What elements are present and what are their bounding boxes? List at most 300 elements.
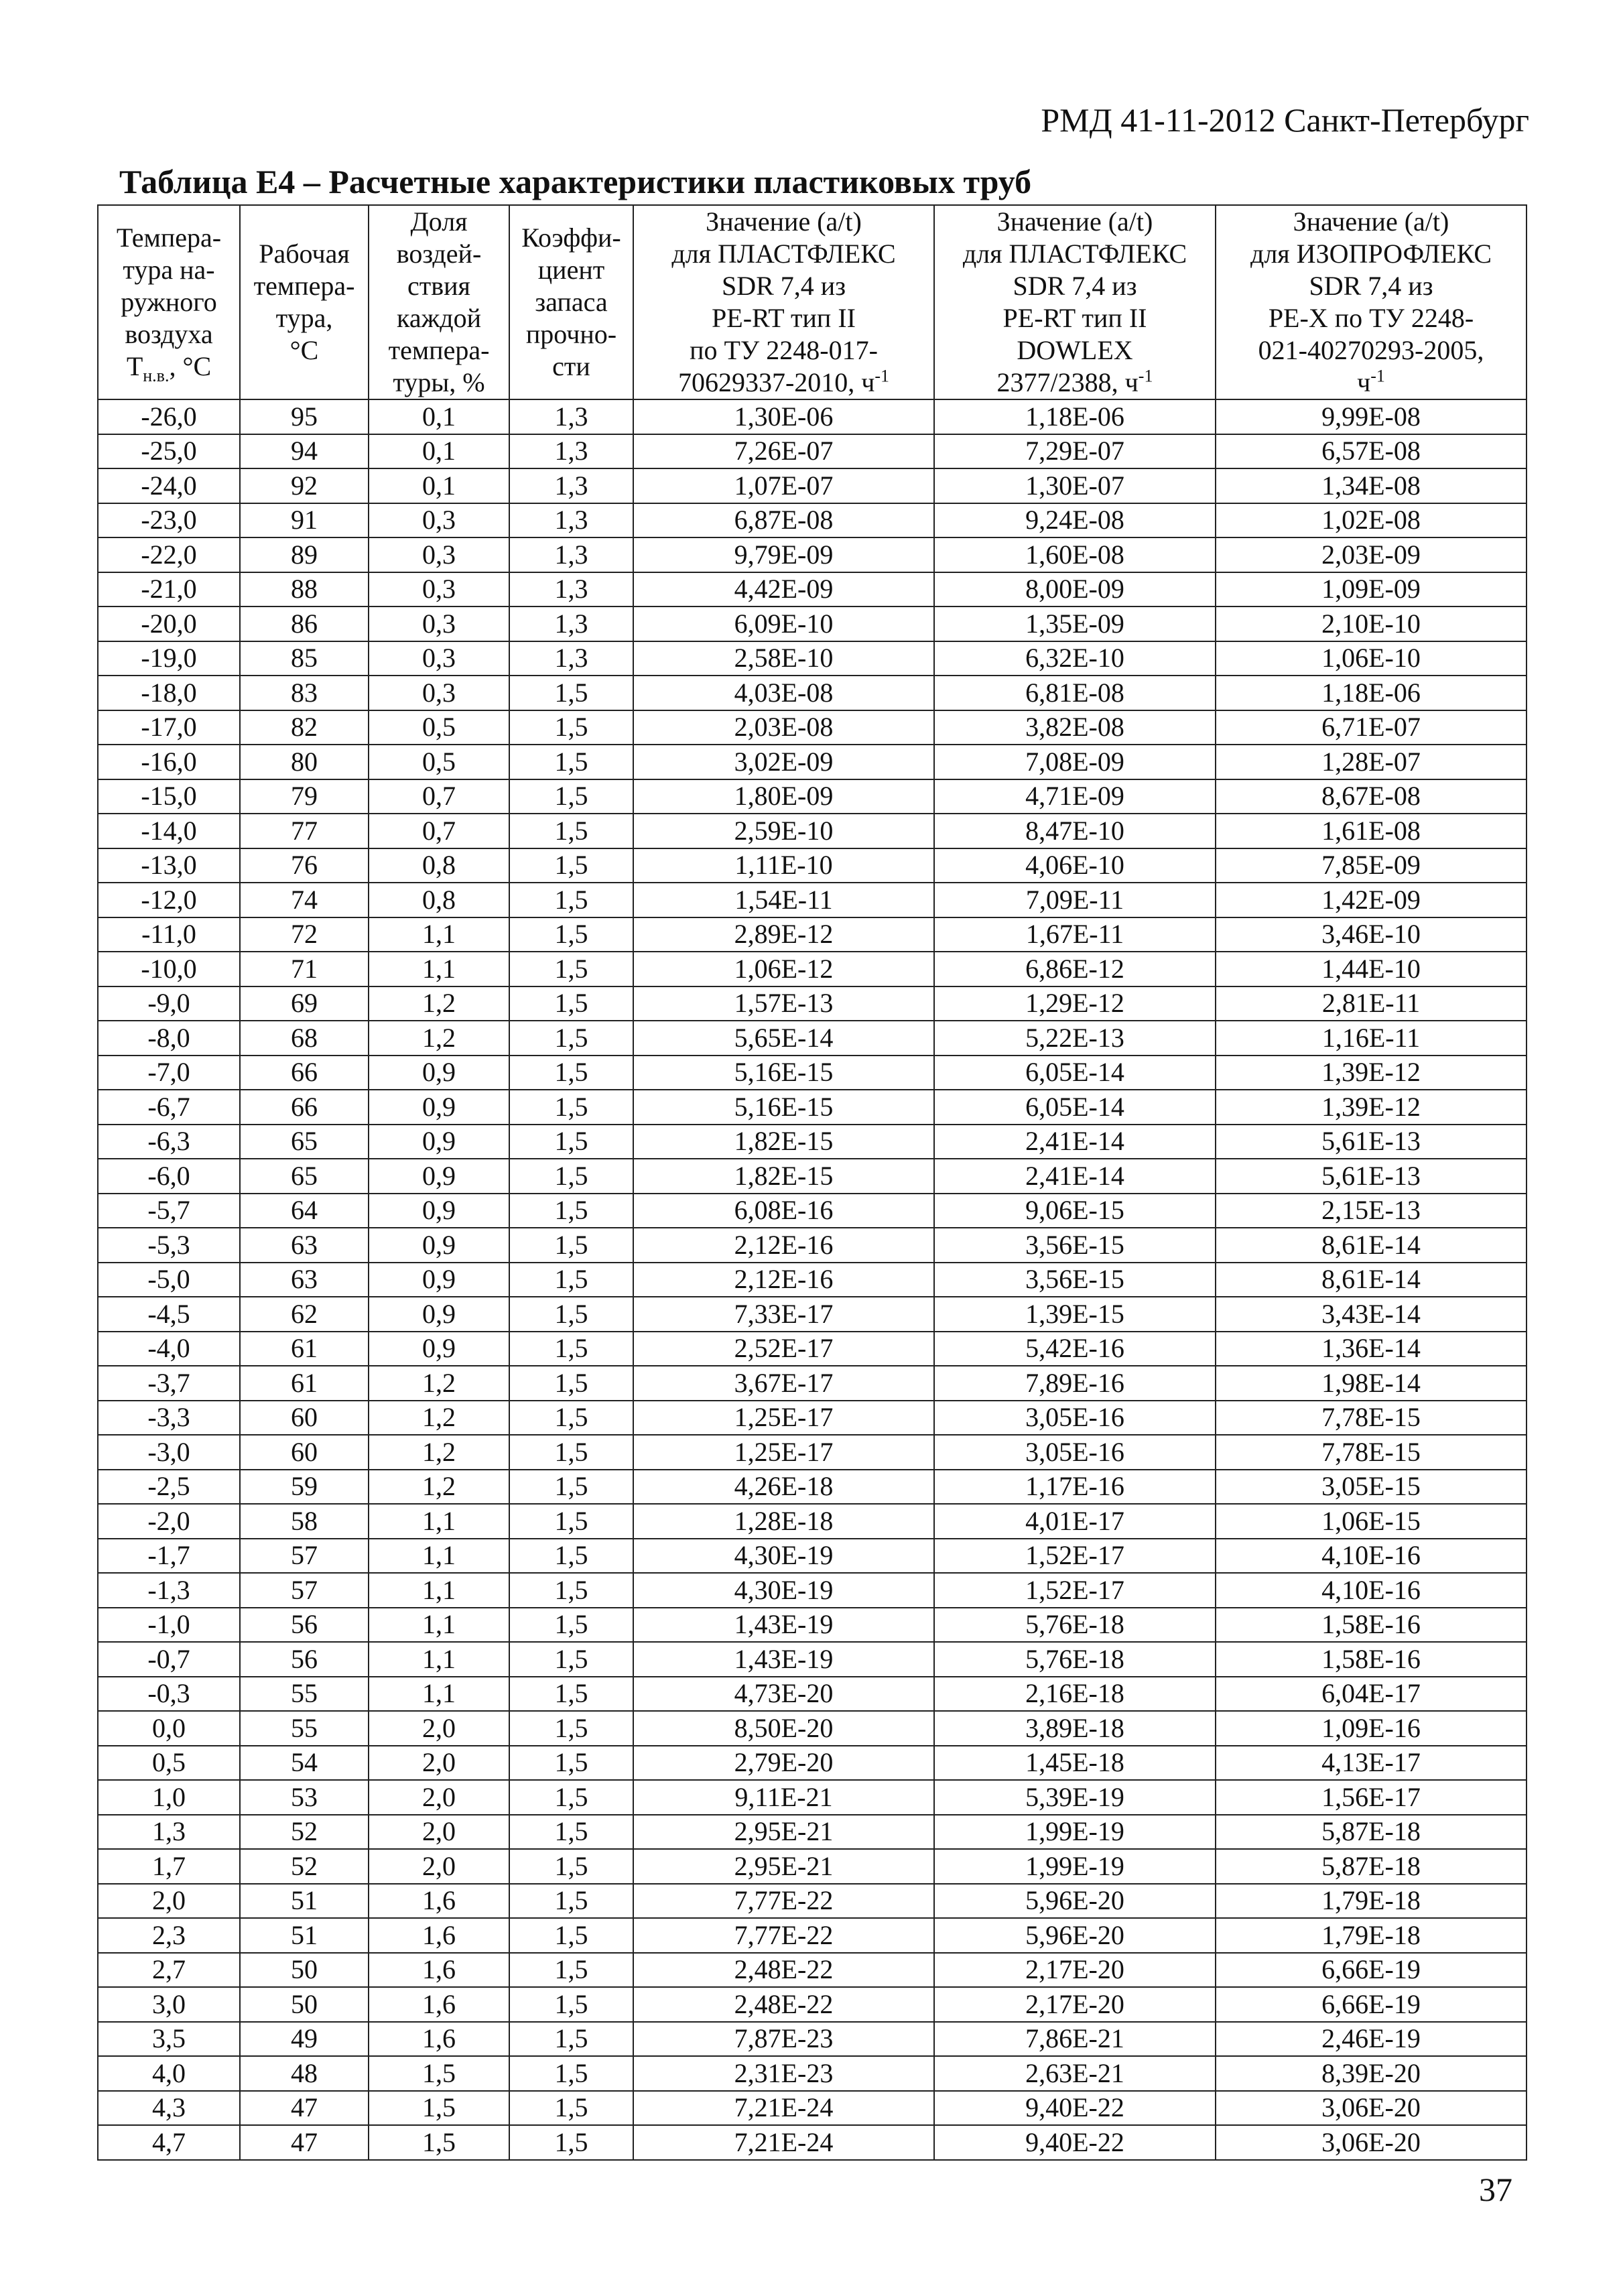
cell-work-temp: 65	[240, 1159, 369, 1194]
header-superscript: -1	[1138, 366, 1153, 386]
cell-plastflex-pert-tu: 1,57Е-13	[633, 986, 934, 1021]
cell-outdoor-temp: -24,0	[98, 468, 240, 503]
cell-outdoor-temp: -26,0	[98, 399, 240, 434]
header-line: Значение (a/t)	[996, 206, 1153, 237]
cell-plastflex-pert-tu: 2,12Е-16	[633, 1263, 934, 1297]
cell-work-temp: 55	[240, 1677, 369, 1712]
cell-izoproflex-pex: 1,39Е-12	[1216, 1090, 1527, 1125]
cell-safety-factor: 1,5	[509, 917, 633, 952]
cell-safety-factor: 1,5	[509, 745, 633, 779]
cell-izoproflex-pex: 7,78Е-15	[1216, 1401, 1527, 1436]
table-row	[98, 745, 1527, 779]
cell-outdoor-temp: 1,3	[98, 1815, 240, 1850]
table-row	[98, 1642, 1527, 1677]
cell-plastflex-dowlex: 1,67Е-11	[934, 917, 1216, 952]
table-row	[98, 503, 1527, 538]
cell-plastflex-pert-tu: 9,79Е-09	[633, 537, 934, 572]
header-line: PE-RT тип II	[712, 303, 856, 333]
column-header-plastflex-dowlex	[934, 205, 1216, 399]
table-row	[98, 1263, 1527, 1297]
cell-izoproflex-pex: 8,61Е-14	[1216, 1263, 1527, 1297]
running-header: РМД 41-11-2012 Санкт-Петербург	[1041, 101, 1529, 139]
cell-safety-factor: 1,5	[509, 1849, 633, 1884]
cell-share: 1,2	[369, 1435, 509, 1470]
cell-work-temp: 50	[240, 1987, 369, 2022]
cell-izoproflex-pex: 1,79Е-18	[1216, 1884, 1527, 1919]
header-line: каждой	[397, 303, 481, 333]
cell-share: 0,8	[369, 883, 509, 917]
header-line: °С	[289, 335, 319, 365]
cell-outdoor-temp: -7,0	[98, 1056, 240, 1090]
cell-share: 1,2	[369, 1470, 509, 1505]
cell-plastflex-pert-tu: 2,95Е-21	[633, 1849, 934, 1884]
cell-work-temp: 51	[240, 1918, 369, 1953]
cell-outdoor-temp: -17,0	[98, 710, 240, 745]
cell-work-temp: 47	[240, 2125, 369, 2160]
cell-work-temp: 86	[240, 607, 369, 641]
cell-izoproflex-pex: 1,44Е-10	[1216, 952, 1527, 986]
cell-outdoor-temp: -23,0	[98, 503, 240, 538]
cell-plastflex-pert-tu: 2,52Е-17	[633, 1332, 934, 1366]
cell-izoproflex-pex: 1,36Е-14	[1216, 1332, 1527, 1366]
cell-plastflex-pert-tu: 4,73Е-20	[633, 1677, 934, 1712]
cell-outdoor-temp: 1,0	[98, 1780, 240, 1815]
table-row	[98, 1987, 1527, 2022]
header-row	[98, 205, 1527, 399]
cell-share: 0,9	[369, 1228, 509, 1263]
cell-izoproflex-pex: 4,10Е-16	[1216, 1573, 1527, 1608]
cell-safety-factor: 1,5	[509, 1677, 633, 1712]
cell-plastflex-pert-tu: 1,54Е-11	[633, 883, 934, 917]
cell-work-temp: 72	[240, 917, 369, 952]
header-line: воздуха	[125, 319, 213, 349]
cell-share: 0,3	[369, 676, 509, 710]
cell-plastflex-dowlex: 6,05Е-14	[934, 1056, 1216, 1090]
cell-outdoor-temp: -25,0	[98, 434, 240, 469]
table-row	[98, 814, 1527, 848]
table-row	[98, 1780, 1527, 1815]
cell-izoproflex-pex: 1,98Е-14	[1216, 1366, 1527, 1401]
table-row	[98, 1228, 1527, 1263]
column-header-plastflex-pert-tu	[633, 205, 934, 399]
cell-plastflex-dowlex: 1,39Е-15	[934, 1297, 1216, 1332]
cell-plastflex-dowlex: 5,76Е-18	[934, 1642, 1216, 1677]
cell-izoproflex-pex: 2,81Е-11	[1216, 986, 1527, 1021]
cell-plastflex-dowlex: 2,17Е-20	[934, 1953, 1216, 1988]
cell-outdoor-temp: 1,7	[98, 1849, 240, 1884]
table-row	[98, 1435, 1527, 1470]
cell-safety-factor: 1,5	[509, 2125, 633, 2160]
cell-plastflex-dowlex: 4,01Е-17	[934, 1504, 1216, 1539]
header-text: 70629337-2010, ч	[677, 367, 875, 397]
cell-plastflex-pert-tu: 6,08Е-16	[633, 1194, 934, 1228]
cell-safety-factor: 1,5	[509, 1884, 633, 1919]
cell-share: 0,9	[369, 1090, 509, 1125]
cell-izoproflex-pex: 3,05Е-15	[1216, 1470, 1527, 1505]
table-row	[98, 399, 1527, 434]
cell-share: 1,1	[369, 1504, 509, 1539]
cell-outdoor-temp: -16,0	[98, 745, 240, 779]
data-table	[97, 204, 1527, 2161]
cell-safety-factor: 1,5	[509, 1125, 633, 1159]
cell-plastflex-dowlex: 7,09Е-11	[934, 883, 1216, 917]
cell-outdoor-temp: -8,0	[98, 1021, 240, 1056]
cell-plastflex-dowlex: 7,08Е-09	[934, 745, 1216, 779]
cell-outdoor-temp: 3,5	[98, 2022, 240, 2057]
cell-plastflex-pert-tu: 7,26Е-07	[633, 434, 934, 469]
cell-plastflex-pert-tu: 2,31Е-23	[633, 2056, 934, 2091]
cell-outdoor-temp: -4,5	[98, 1297, 240, 1332]
cell-safety-factor: 1,5	[509, 676, 633, 710]
cell-plastflex-dowlex: 9,40Е-22	[934, 2091, 1216, 2126]
cell-safety-factor: 1,5	[509, 1366, 633, 1401]
column-header-work-temp	[240, 205, 369, 399]
header-line	[935, 367, 1215, 399]
cell-safety-factor: 1,5	[509, 2056, 633, 2091]
cell-work-temp: 50	[240, 1953, 369, 1988]
cell-plastflex-pert-tu: 1,82Е-15	[633, 1125, 934, 1159]
cell-plastflex-dowlex: 6,81Е-08	[934, 676, 1216, 710]
cell-plastflex-pert-tu: 2,59Е-10	[633, 814, 934, 848]
cell-outdoor-temp: -21,0	[98, 572, 240, 607]
header-line: ствия	[407, 271, 470, 301]
cell-safety-factor: 1,5	[509, 2022, 633, 2057]
page-number: 37	[1479, 2171, 1512, 2208]
cell-work-temp: 91	[240, 503, 369, 538]
cell-plastflex-pert-tu: 5,16Е-15	[633, 1056, 934, 1090]
cell-safety-factor: 1,3	[509, 607, 633, 641]
cell-plastflex-pert-tu: 3,67Е-17	[633, 1366, 934, 1401]
cell-work-temp: 59	[240, 1470, 369, 1505]
table-row	[98, 1918, 1527, 1953]
header-line	[99, 350, 239, 383]
cell-work-temp: 61	[240, 1332, 369, 1366]
cell-share: 0,3	[369, 503, 509, 538]
cell-plastflex-pert-tu: 1,28Е-18	[633, 1504, 934, 1539]
cell-safety-factor: 1,5	[509, 1056, 633, 1090]
cell-outdoor-temp: -12,0	[98, 883, 240, 917]
table-row	[98, 883, 1527, 917]
cell-safety-factor: 1,5	[509, 1573, 633, 1608]
header-text: ч	[1357, 367, 1371, 397]
cell-plastflex-pert-tu: 2,03Е-08	[633, 710, 934, 745]
cell-plastflex-pert-tu: 9,11Е-21	[633, 1780, 934, 1815]
cell-plastflex-pert-tu: 1,07Е-07	[633, 468, 934, 503]
cell-izoproflex-pex: 2,15Е-13	[1216, 1194, 1527, 1228]
cell-izoproflex-pex: 7,85Е-09	[1216, 848, 1527, 883]
cell-plastflex-dowlex: 2,41Е-14	[934, 1159, 1216, 1194]
cell-izoproflex-pex: 1,02Е-08	[1216, 503, 1527, 538]
cell-outdoor-temp: -9,0	[98, 986, 240, 1021]
cell-work-temp: 79	[240, 779, 369, 814]
cell-outdoor-temp: -0,7	[98, 1642, 240, 1677]
cell-izoproflex-pex: 5,87Е-18	[1216, 1815, 1527, 1850]
cell-izoproflex-pex: 3,43Е-14	[1216, 1297, 1527, 1332]
cell-outdoor-temp: -5,7	[98, 1194, 240, 1228]
cell-plastflex-dowlex: 1,52Е-17	[934, 1573, 1216, 1608]
cell-outdoor-temp: 3,0	[98, 1987, 240, 2022]
cell-safety-factor: 1,5	[509, 1435, 633, 1470]
cell-izoproflex-pex: 1,56Е-17	[1216, 1780, 1527, 1815]
cell-safety-factor: 1,5	[509, 814, 633, 848]
cell-outdoor-temp: -6,0	[98, 1159, 240, 1194]
cell-plastflex-pert-tu: 7,21Е-24	[633, 2125, 934, 2160]
header-text: , °С	[169, 351, 212, 381]
cell-plastflex-pert-tu: 2,48Е-22	[633, 1953, 934, 1988]
cell-work-temp: 58	[240, 1504, 369, 1539]
cell-izoproflex-pex: 8,61Е-14	[1216, 1228, 1527, 1263]
cell-share: 0,9	[369, 1125, 509, 1159]
cell-work-temp: 89	[240, 537, 369, 572]
cell-plastflex-dowlex: 2,63Е-21	[934, 2056, 1216, 2091]
cell-work-temp: 94	[240, 434, 369, 469]
cell-work-temp: 47	[240, 2091, 369, 2126]
cell-share: 1,1	[369, 917, 509, 952]
header-text: 2377/2388, ч	[996, 367, 1139, 397]
cell-plastflex-pert-tu: 8,50Е-20	[633, 1711, 934, 1746]
header-line: Темпера-	[116, 222, 222, 253]
cell-outdoor-temp: 0,0	[98, 1711, 240, 1746]
column-header-outdoor-temp	[98, 205, 240, 399]
cell-outdoor-temp: 4,7	[98, 2125, 240, 2160]
cell-plastflex-pert-tu: 1,82Е-15	[633, 1159, 934, 1194]
cell-share: 1,1	[369, 1677, 509, 1712]
cell-share: 0,9	[369, 1297, 509, 1332]
cell-plastflex-pert-tu: 6,09Е-10	[633, 607, 934, 641]
cell-work-temp: 83	[240, 676, 369, 710]
cell-outdoor-temp: -4,0	[98, 1332, 240, 1366]
cell-izoproflex-pex: 5,87Е-18	[1216, 1849, 1527, 1884]
cell-outdoor-temp: 4,0	[98, 2056, 240, 2091]
cell-outdoor-temp: 2,0	[98, 1884, 240, 1919]
table-row	[98, 641, 1527, 676]
cell-share: 0,1	[369, 468, 509, 503]
table-row	[98, 1711, 1527, 1746]
header-line: SDR 7,4 из	[1013, 271, 1137, 301]
cell-work-temp: 54	[240, 1746, 369, 1781]
cell-safety-factor: 1,5	[509, 1642, 633, 1677]
cell-plastflex-dowlex: 6,86Е-12	[934, 952, 1216, 986]
cell-work-temp: 76	[240, 848, 369, 883]
cell-plastflex-pert-tu: 1,06Е-12	[633, 952, 934, 986]
cell-share: 0,5	[369, 710, 509, 745]
cell-izoproflex-pex: 1,58Е-16	[1216, 1642, 1527, 1677]
cell-izoproflex-pex: 6,57Е-08	[1216, 434, 1527, 469]
cell-izoproflex-pex: 3,46Е-10	[1216, 917, 1527, 952]
cell-work-temp: 53	[240, 1780, 369, 1815]
table-row	[98, 2022, 1527, 2057]
cell-outdoor-temp: -1,7	[98, 1539, 240, 1574]
header-superscript: -1	[1370, 366, 1385, 386]
cell-izoproflex-pex: 1,42Е-09	[1216, 883, 1527, 917]
table-row	[98, 1056, 1527, 1090]
cell-izoproflex-pex: 3,06Е-20	[1216, 2125, 1527, 2160]
cell-safety-factor: 1,5	[509, 1539, 633, 1574]
table-row	[98, 1366, 1527, 1401]
cell-plastflex-pert-tu: 4,03Е-08	[633, 676, 934, 710]
table-row	[98, 2125, 1527, 2160]
cell-plastflex-dowlex: 3,05Е-16	[934, 1435, 1216, 1470]
cell-plastflex-pert-tu: 2,12Е-16	[633, 1228, 934, 1263]
column-header-safety-factor	[509, 205, 633, 399]
cell-plastflex-dowlex: 6,05Е-14	[934, 1090, 1216, 1125]
cell-izoproflex-pex: 1,28Е-07	[1216, 745, 1527, 779]
cell-izoproflex-pex: 4,10Е-16	[1216, 1539, 1527, 1574]
cell-share: 0,9	[369, 1194, 509, 1228]
cell-izoproflex-pex: 2,03Е-09	[1216, 537, 1527, 572]
cell-safety-factor: 1,5	[509, 1953, 633, 1988]
cell-outdoor-temp: -11,0	[98, 917, 240, 952]
cell-izoproflex-pex: 1,79Е-18	[1216, 1918, 1527, 1953]
table-row	[98, 917, 1527, 952]
cell-outdoor-temp: -3,0	[98, 1435, 240, 1470]
cell-plastflex-pert-tu: 5,16Е-15	[633, 1090, 934, 1125]
cell-izoproflex-pex: 1,61Е-08	[1216, 814, 1527, 848]
cell-outdoor-temp: -2,0	[98, 1504, 240, 1539]
header-line: тура на-	[123, 255, 215, 285]
cell-izoproflex-pex: 8,39Е-20	[1216, 2056, 1527, 2091]
cell-safety-factor: 1,3	[509, 503, 633, 538]
header-line: 021-40270293-2005,	[1258, 335, 1484, 365]
header-line: запаса	[535, 287, 608, 317]
header-line: SDR 7,4 из	[721, 271, 846, 301]
cell-work-temp: 69	[240, 986, 369, 1021]
cell-share: 1,2	[369, 986, 509, 1021]
cell-izoproflex-pex: 6,66Е-19	[1216, 1987, 1527, 2022]
cell-plastflex-pert-tu: 7,33Е-17	[633, 1297, 934, 1332]
cell-plastflex-dowlex: 1,99Е-19	[934, 1815, 1216, 1850]
header-line: Коэффи-	[521, 222, 621, 253]
cell-work-temp: 80	[240, 745, 369, 779]
header-line: PE-RT тип II	[1002, 303, 1147, 333]
cell-izoproflex-pex: 1,09Е-09	[1216, 572, 1527, 607]
cell-plastflex-dowlex: 5,22Е-13	[934, 1021, 1216, 1056]
cell-safety-factor: 1,5	[509, 1228, 633, 1263]
cell-plastflex-dowlex: 5,96Е-20	[934, 1918, 1216, 1953]
cell-plastflex-dowlex: 8,47Е-10	[934, 814, 1216, 848]
cell-izoproflex-pex: 1,06Е-10	[1216, 641, 1527, 676]
cell-plastflex-pert-tu: 7,77Е-22	[633, 1918, 934, 1953]
cell-outdoor-temp: 4,3	[98, 2091, 240, 2126]
cell-outdoor-temp: -3,7	[98, 1366, 240, 1401]
cell-plastflex-pert-tu: 7,87Е-23	[633, 2022, 934, 2057]
cell-plastflex-pert-tu: 4,26Е-18	[633, 1470, 934, 1505]
cell-outdoor-temp: -5,3	[98, 1228, 240, 1263]
cell-share: 2,0	[369, 1746, 509, 1781]
cell-plastflex-dowlex: 7,29Е-07	[934, 434, 1216, 469]
cell-izoproflex-pex: 6,71Е-07	[1216, 710, 1527, 745]
cell-safety-factor: 1,5	[509, 1401, 633, 1436]
header-subscript: н.в.	[143, 366, 170, 385]
table-row	[98, 1849, 1527, 1884]
cell-izoproflex-pex: 1,58Е-16	[1216, 1608, 1527, 1643]
header-line: Доля	[410, 206, 468, 237]
cell-izoproflex-pex: 2,46Е-19	[1216, 2022, 1527, 2057]
cell-share: 1,1	[369, 1573, 509, 1608]
table-row	[98, 2091, 1527, 2126]
cell-plastflex-dowlex: 9,40Е-22	[934, 2125, 1216, 2160]
cell-safety-factor: 1,5	[509, 1746, 633, 1781]
cell-safety-factor: 1,5	[509, 952, 633, 986]
header-line: темпера-	[253, 271, 355, 301]
cell-plastflex-dowlex: 9,24Е-08	[934, 503, 1216, 538]
cell-izoproflex-pex: 1,34Е-08	[1216, 468, 1527, 503]
table-row	[98, 1953, 1527, 1988]
cell-safety-factor: 1,5	[509, 1021, 633, 1056]
header-line: Рабочая	[259, 239, 350, 269]
cell-work-temp: 82	[240, 710, 369, 745]
table-row	[98, 1573, 1527, 1608]
cell-work-temp: 64	[240, 1194, 369, 1228]
cell-plastflex-pert-tu: 2,48Е-22	[633, 1987, 934, 2022]
cell-work-temp: 63	[240, 1263, 369, 1297]
cell-outdoor-temp: -0,3	[98, 1677, 240, 1712]
cell-share: 1,6	[369, 1884, 509, 1919]
header-line: SDR 7,4 из	[1309, 271, 1433, 301]
cell-izoproflex-pex: 5,61Е-13	[1216, 1159, 1527, 1194]
column-header-share	[369, 205, 509, 399]
header-line: для ПЛАСТФЛЕКС	[962, 239, 1187, 269]
table-row	[98, 607, 1527, 641]
cell-plastflex-pert-tu: 4,30Е-19	[633, 1573, 934, 1608]
cell-safety-factor: 1,5	[509, 779, 633, 814]
cell-outdoor-temp: -3,3	[98, 1401, 240, 1436]
cell-share: 2,0	[369, 1815, 509, 1850]
table-row	[98, 952, 1527, 986]
cell-share: 0,9	[369, 1056, 509, 1090]
header-line: для ПЛАСТФЛЕКС	[671, 239, 896, 269]
cell-plastflex-dowlex: 7,86Е-21	[934, 2022, 1216, 2057]
table-row	[98, 710, 1527, 745]
cell-share: 2,0	[369, 1711, 509, 1746]
table-row	[98, 1297, 1527, 1332]
cell-plastflex-pert-tu: 2,89Е-12	[633, 917, 934, 952]
cell-share: 0,3	[369, 607, 509, 641]
cell-plastflex-dowlex: 1,30Е-07	[934, 468, 1216, 503]
table-row	[98, 986, 1527, 1021]
cell-plastflex-dowlex: 2,16Е-18	[934, 1677, 1216, 1712]
cell-work-temp: 85	[240, 641, 369, 676]
cell-work-temp: 71	[240, 952, 369, 986]
cell-outdoor-temp: -1,3	[98, 1573, 240, 1608]
cell-safety-factor: 1,5	[509, 848, 633, 883]
header-line: воздей-	[396, 239, 482, 269]
cell-work-temp: 60	[240, 1401, 369, 1436]
cell-izoproflex-pex: 1,06Е-15	[1216, 1504, 1527, 1539]
cell-share: 0,9	[369, 1159, 509, 1194]
table-row	[98, 1159, 1527, 1194]
cell-plastflex-dowlex: 3,89Е-18	[934, 1711, 1216, 1746]
cell-plastflex-dowlex: 3,82Е-08	[934, 710, 1216, 745]
header-line: туры, %	[393, 367, 485, 397]
cell-share: 0,7	[369, 779, 509, 814]
cell-plastflex-dowlex: 1,60Е-08	[934, 537, 1216, 572]
cell-share: 0,8	[369, 848, 509, 883]
cell-share: 1,1	[369, 1539, 509, 1574]
cell-safety-factor: 1,5	[509, 1987, 633, 2022]
table-row	[98, 1746, 1527, 1781]
cell-work-temp: 77	[240, 814, 369, 848]
cell-outdoor-temp: -6,3	[98, 1125, 240, 1159]
header-line: сти	[552, 351, 590, 381]
cell-outdoor-temp: -19,0	[98, 641, 240, 676]
cell-plastflex-pert-tu: 1,30Е-06	[633, 399, 934, 434]
cell-safety-factor: 1,5	[509, 1332, 633, 1366]
cell-plastflex-dowlex: 1,35Е-09	[934, 607, 1216, 641]
cell-safety-factor: 1,5	[509, 1470, 633, 1505]
table-row	[98, 779, 1527, 814]
cell-plastflex-pert-tu: 2,79Е-20	[633, 1746, 934, 1781]
